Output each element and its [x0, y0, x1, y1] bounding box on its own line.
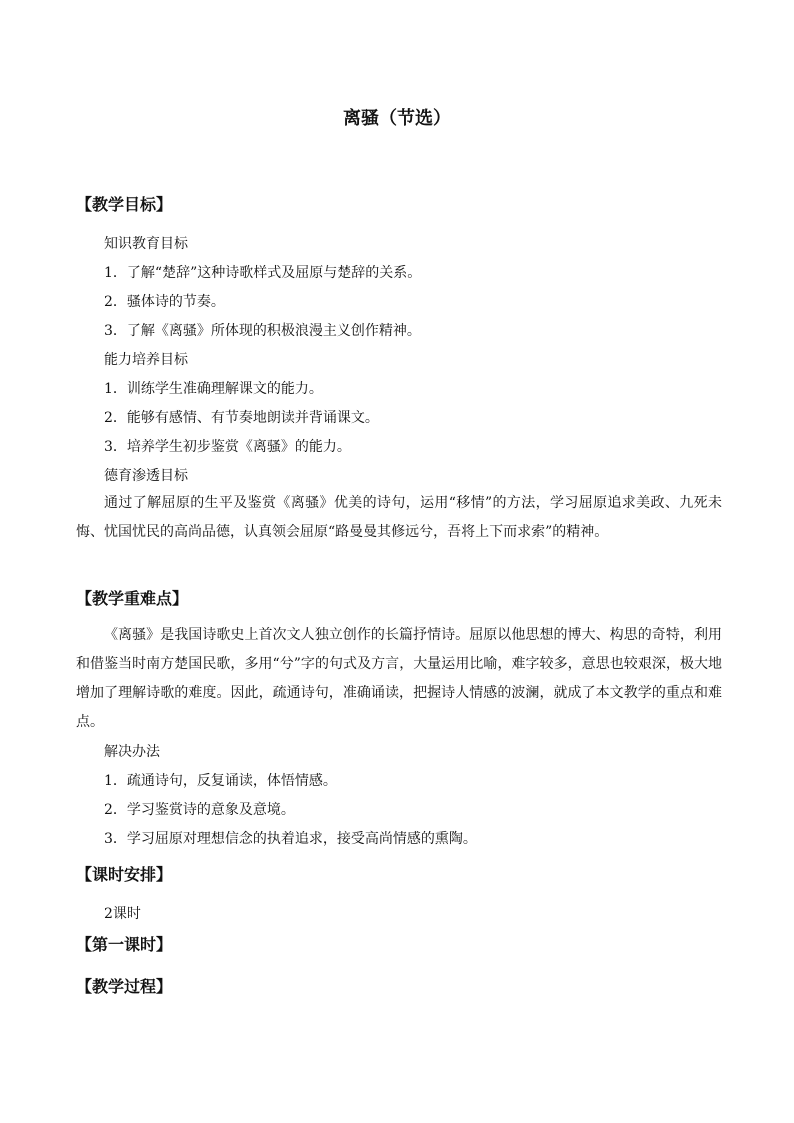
- knowledge-objective-item: 1．了解“楚辞”这种诗歌样式及屈原与楚辞的关系。: [104, 265, 422, 281]
- ability-objective-item: 1．训练学生准确理解课文的能力。: [104, 381, 323, 397]
- solution-item: 1．疏通诗句，反复诵读，体悟情感。: [104, 773, 337, 789]
- page-title: 离骚（节选）: [343, 108, 451, 129]
- knowledge-objective-label: 知识教育目标: [104, 236, 188, 252]
- solution-label: 解决办法: [104, 744, 160, 760]
- knowledge-objective-item: 3．了解《离骚》所体现的积极浪漫主义创作精神。: [104, 323, 421, 339]
- ability-objective-item: 2．能够有感情、有节奏地朗读并背诵课文。: [104, 410, 379, 426]
- knowledge-objective-item: 2．骚体诗的节奏。: [104, 294, 225, 310]
- section-heading-key-points: 【教学重难点】: [76, 589, 189, 608]
- schedule-text: 2课时: [104, 906, 141, 922]
- solution-item: 2．学习鉴赏诗的意象及意境。: [104, 802, 295, 818]
- section-heading-first-lesson: 【第一课时】: [76, 935, 173, 954]
- section-heading-schedule: 【课时安排】: [76, 865, 173, 884]
- solution-item: 3．学习屈原对理想信念的执着追求，接受高尚情感的熏陶。: [104, 831, 477, 847]
- key-points-paragraph: 《离骚》是我国诗歌史上首次文人独立创作的长篇抒情诗。屈原以他思想的博大、构思的奇特，利用和借鉴当时南方楚国民歌，多用“兮”字的句式及方言，大量运用比喻，难字较多，意思也较艰深，极大地增加了理解诗歌的难度。因此，疏通诗句，准确诵读，把握诗人情感的波澜，就成了本文教学的重点和难点。: [76, 627, 722, 730]
- section-heading-objectives: 【教学目标】: [76, 195, 173, 214]
- moral-objective-paragraph: 通过了解屈原的生平及鉴赏《离骚》优美的诗句，运用“移情”的方法，学习屈原追求美政、九死未悔、忧国忧民的高尚品德，认真领会屈原“路曼曼其修远兮，吾将上下而求索”的精神。: [76, 495, 722, 540]
- section-heading-process: 【教学过程】: [76, 977, 173, 996]
- ability-objective-label: 能力培养目标: [104, 352, 188, 368]
- moral-objective-label: 德育渗透目标: [104, 468, 188, 484]
- ability-objective-item: 3．培养学生初步鉴赏《离骚》的能力。: [104, 439, 351, 455]
